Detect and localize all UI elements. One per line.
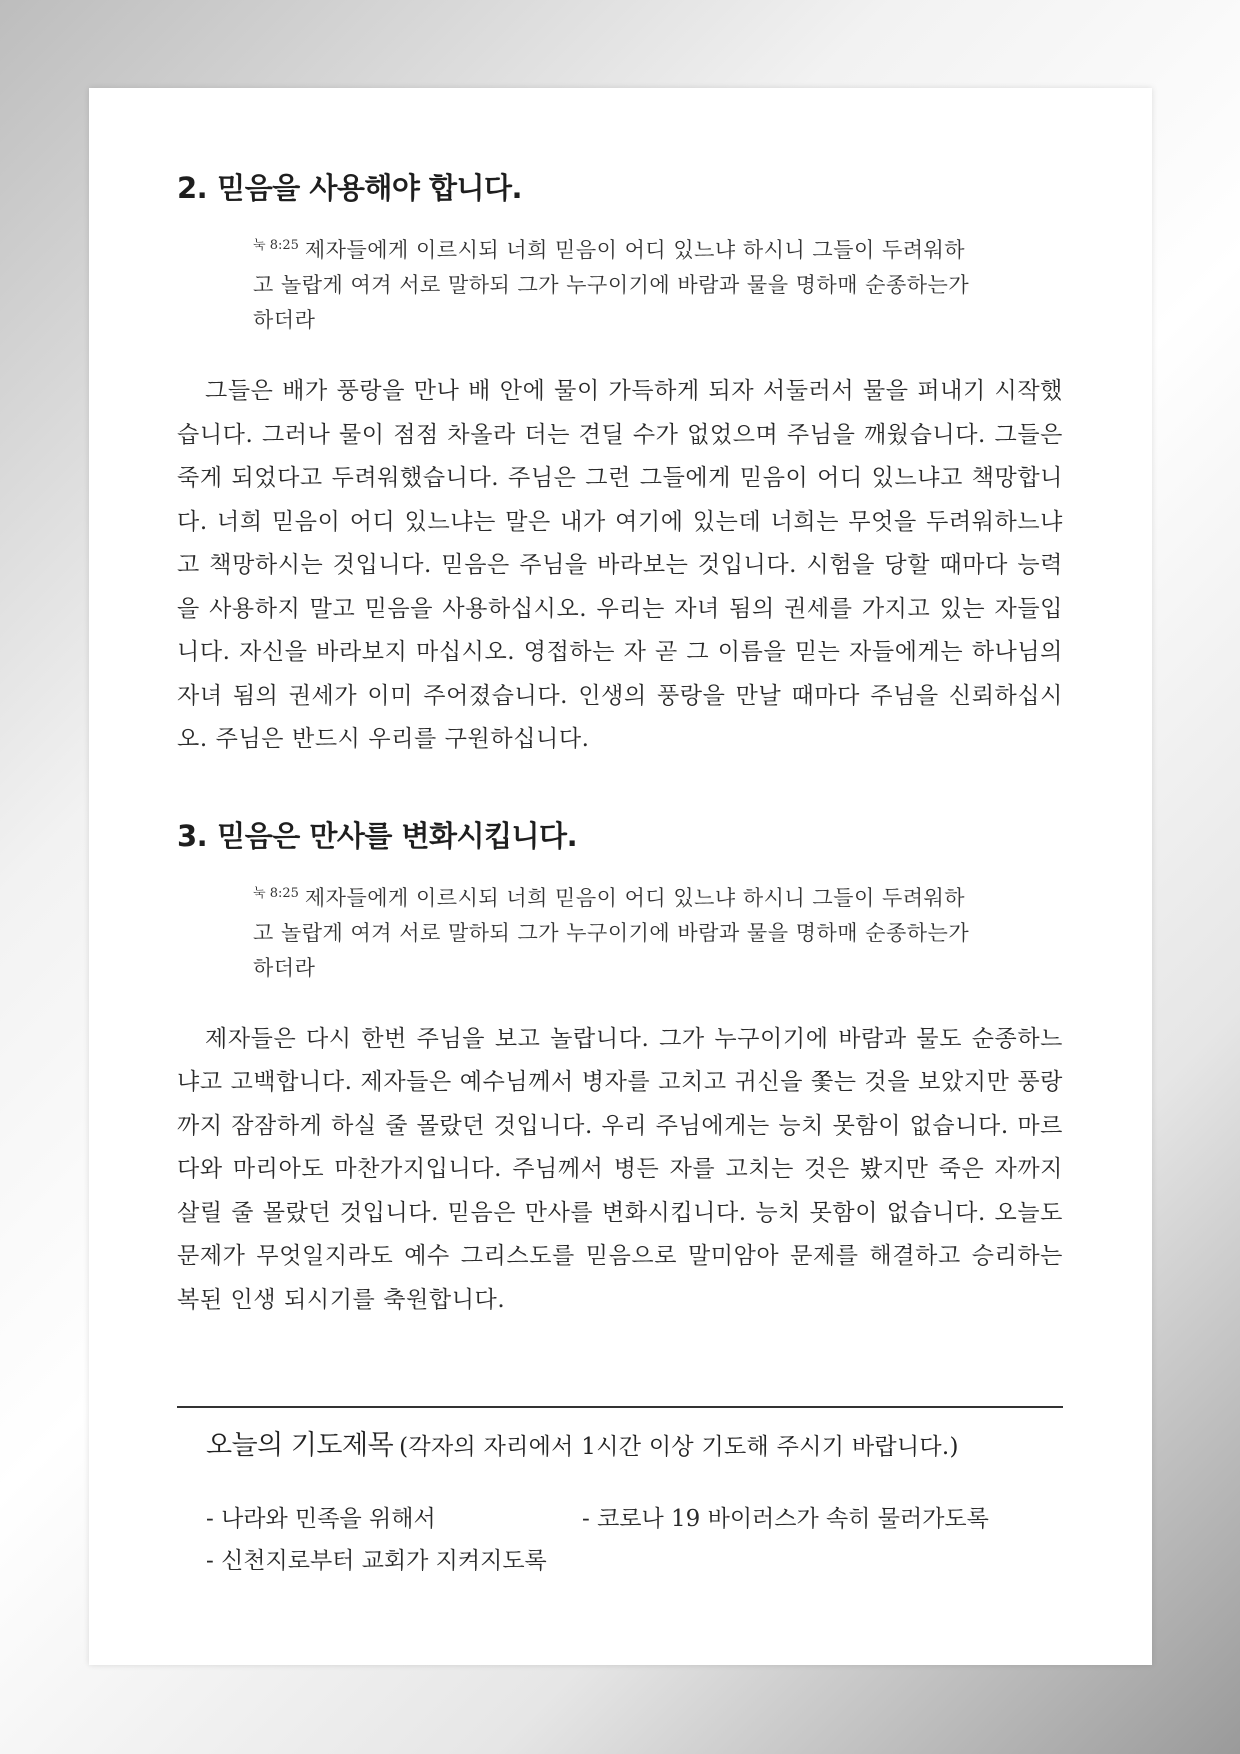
prayer-label: 오늘의 기도제목 — [206, 1430, 394, 1461]
section-heading — [177, 816, 1063, 856]
sermon-content — [177, 168, 1063, 1376]
scripture-quote — [253, 876, 985, 986]
document-page — [89, 88, 1152, 1665]
prayer-item: - 나라와 민족을 위해서 — [206, 1506, 436, 1532]
section-heading — [177, 168, 1063, 208]
section-number: 2. — [177, 171, 208, 205]
section-number: 3. — [177, 818, 208, 853]
section-title: 믿음을 사용해야 합니다. — [217, 171, 523, 205]
section-2 — [177, 168, 1063, 762]
section-3 — [177, 816, 1063, 1323]
section-body: 그들은 배가 풍랑을 만나 배 안에 물이 가득하게 되자 서둘러서 물을 퍼내기 시작했습니다. 그러나 물이 점점 차올라 더는 견딜 수가 없었으며 주님을 깨웠습니다. 그들은 죽게 되었다고 두려워했습니다. 주님은 그런 그들에게 믿음이 어디 있느냐고 책망합니다. 너희 믿음이 어디 있느냐는 말은 내가 여기에 있는데 너희는 무엇을 두려워하느냐고 책망하시는 것입니다. 믿음은 주님을 바라보는 것입니다. 시험을 당할 때마다 능력을 사용하지 말고 믿음을 사용하십시오. 우리는 자녀 됨의 권세를 가지고 있는 자들입니다. 자신을 바라보지 마십시오. 영접하는 자 곧 그 이름을 믿는 자들에게는 하나님의 자녀 됨의 권세가 이미 주어졌습니다. 인생의 풍랑을 만날 때마다 주님을 신뢰하십시오. 주님은 반드시 우리를 구원하십니다. — [177, 378, 1063, 752]
prayer-topics — [206, 1426, 1063, 1579]
prayer-title — [206, 1426, 1063, 1467]
verse-reference: 눅 8:25 — [253, 885, 299, 901]
section-body: 제자들은 다시 한번 주님을 보고 놀랍니다. 그가 누구이기에 바람과 물도 순종하느냐고 고백합니다. 제자들은 예수님께서 병자를 고치고 귀신을 쫓는 것을 보았지만 풍랑까지 잠잠하게 하실 줄 몰랐던 것입니다. 우리 주님에게는 능치 못함이 없습니다. 마르다와 마리아도 마찬가지입니다. 주님께서 병든 자를 고치는 것은 봤지만 죽은 자까지 살릴 줄 몰랐던 것입니다. 믿음은 만사를 변화시킵니다. 능치 못함이 없습니다. 오늘도 문제가 무엇일지라도 예수 그리스도를 믿음으로 말미암아 문제를 해결하고 승리하는 복된 인생 되시기를 축원합니다. — [177, 1025, 1063, 1313]
section-title: 믿음은 만사를 변화시킵니다. — [217, 818, 578, 853]
scripture-quote — [253, 228, 985, 338]
verse-text: 제자들에게 이르시되 너희 믿음이 어디 있느냐 하시니 그들이 두려워하고 놀랍게 여겨 서로 말하되 그가 누구이기에 바람과 물을 명하매 순종하는가 하더라 — [253, 885, 970, 980]
prayer-item: - 신천지로부터 교회가 지켜지도록 — [206, 1548, 547, 1574]
prayer-list — [206, 1501, 1063, 1579]
verse-reference: 눅 8:25 — [253, 238, 299, 253]
prayer-note: (각자의 자리에서 1시간 이상 기도해 주시기 바랍니다.) — [399, 1434, 959, 1460]
section-divider — [177, 1406, 1063, 1408]
prayer-item: - 코로나 19 바이러스가 속히 물러가도록 — [582, 1506, 989, 1532]
verse-text: 제자들에게 이르시되 너희 믿음이 어디 있느냐 하시니 그들이 두려워하고 놀랍게 여겨 서로 말하되 그가 누구이기에 바람과 물을 명하매 순종하는가 하더라 — [253, 238, 970, 332]
